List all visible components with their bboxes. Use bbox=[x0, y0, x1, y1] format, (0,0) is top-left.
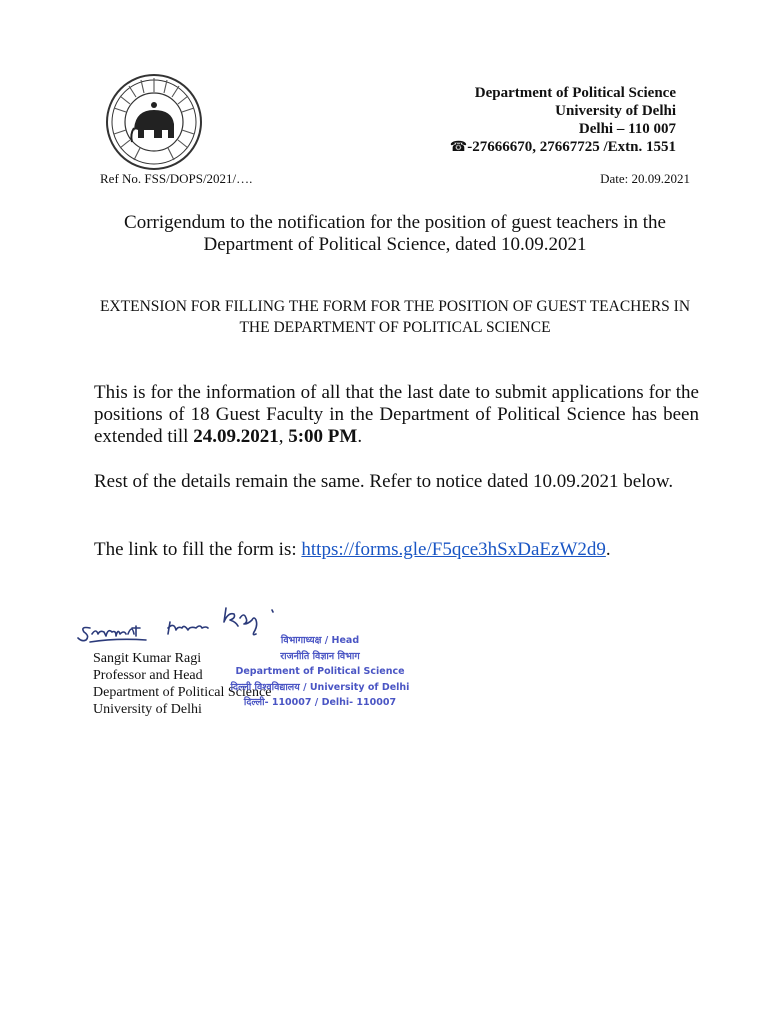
stamp-line-city: दिल्ली- 110007 / Delhi- 110007 bbox=[243, 697, 397, 708]
official-stamp bbox=[220, 633, 420, 711]
notice-date: Date: 20.09.2021 bbox=[600, 171, 690, 186]
corrigendum-heading: Corrigendum to the notification for the position of guest teachers in the Department of Political Science, dated 10.09.2021 bbox=[124, 212, 666, 255]
extension-heading: EXTENSION FOR FILLING THE FORM FOR THE POSITION OF GUEST TEACHERS IN THE DEPARTMENT OF POLITICAL SCIENCE bbox=[99, 298, 691, 336]
stamp-line-head: विभागाध्यक्ष / Head bbox=[280, 635, 360, 646]
signatory-name: Sangit Kumar Ragi bbox=[93, 651, 202, 666]
signatory-title: Professor and Head bbox=[93, 668, 203, 683]
telephone-icon: ☎ bbox=[449, 140, 468, 155]
university-seal-icon bbox=[104, 72, 204, 172]
letterhead-city: Delhi – 110 007 bbox=[578, 121, 676, 137]
deadline-separator: , bbox=[278, 426, 289, 447]
paragraph-deadline-text: This is for the information of all that the last date to submit applications for the positions of 18 Guest Faculty in the Department of Political Science has been extended till bbox=[94, 382, 699, 447]
deadline-date: 24.09.2021 bbox=[193, 426, 279, 447]
paragraph-deadline bbox=[94, 382, 699, 448]
stamp-line-dept-hindi: राजनीति विज्ञान विभाग bbox=[280, 650, 360, 662]
stamp-line-university: दिल्ली विश्वविद्यालय / University of Delhi bbox=[230, 681, 410, 693]
letterhead-dept: Department of Political Science bbox=[474, 85, 676, 101]
form-link[interactable]: https://forms.gle/F5qce3hSxDaEzW2d9 bbox=[301, 539, 606, 560]
deadline-end: . bbox=[357, 426, 363, 447]
signatory-university: University of Delhi bbox=[93, 702, 202, 717]
letterhead-university: University of Delhi bbox=[555, 103, 676, 119]
link-intro: The link to fill the form is: bbox=[94, 539, 302, 560]
reference-number: Ref No. FSS/DOPS/2021/…. bbox=[100, 171, 253, 186]
stamp-line-dept: Department of Political Science bbox=[235, 666, 405, 677]
paragraph-details: Rest of the details remain the same. Refer to notice dated 10.09.2021 below. bbox=[94, 471, 674, 492]
letterhead bbox=[450, 84, 676, 157]
signatory-dept: Department of Political Science bbox=[93, 685, 272, 700]
letterhead-phone: -27666670, 27667725 /Extn. 1551 bbox=[467, 139, 676, 155]
deadline-time: 5:00 PM bbox=[288, 426, 358, 447]
letterhead-phone-line bbox=[450, 138, 676, 157]
paragraph-link bbox=[94, 539, 699, 561]
link-end: . bbox=[605, 539, 611, 560]
